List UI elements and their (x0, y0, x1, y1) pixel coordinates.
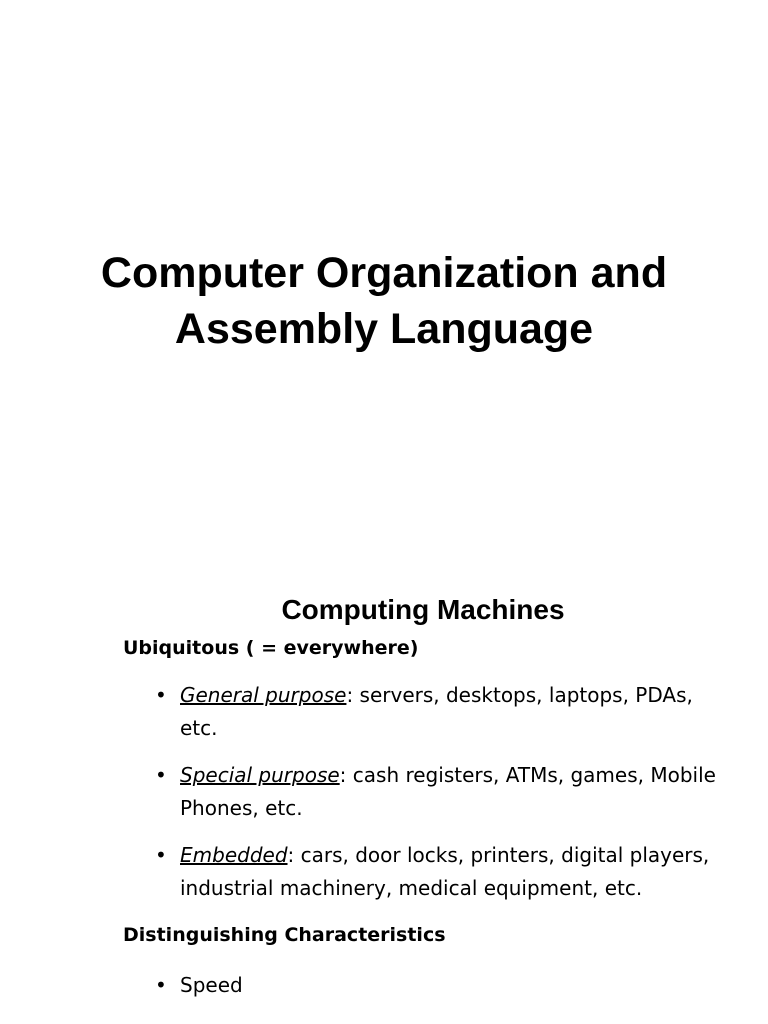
item-text: Speed (180, 973, 243, 997)
slide-title-line-2: Assembly Language (174, 305, 594, 353)
item-description: : cars, door locks, printers, digital players, industrial machinery, medical equipment, etc. (180, 843, 710, 900)
list-item-embedded (155, 839, 735, 905)
bullet-icon: • (155, 683, 167, 707)
slide-title (0, 245, 768, 357)
list-item-special-purpose (155, 759, 735, 825)
item-description: : servers, desktops, laptops, PDAs, etc. (180, 683, 693, 740)
bullet-icon: • (155, 973, 167, 997)
term-special-purpose: Special purpose (180, 763, 340, 787)
list-item-speed (155, 969, 735, 1002)
slide-title-line-1: Computer Organization and (100, 249, 668, 297)
bullet-icon: • (155, 763, 167, 787)
list-item-general-purpose (155, 679, 735, 745)
item-description: : cash registers, ATMs, games, Mobile Phones, etc. (180, 763, 716, 820)
bullet-icon: • (155, 843, 167, 867)
term-embedded: Embedded (180, 843, 288, 867)
term-general-purpose: General purpose (180, 683, 347, 707)
section-label-characteristics: Distinguishing Characteristics (123, 924, 446, 946)
section-label-ubiquitous: Ubiquitous ( = everywhere) (123, 637, 419, 659)
slide-heading: Computing Machines (281, 594, 565, 625)
